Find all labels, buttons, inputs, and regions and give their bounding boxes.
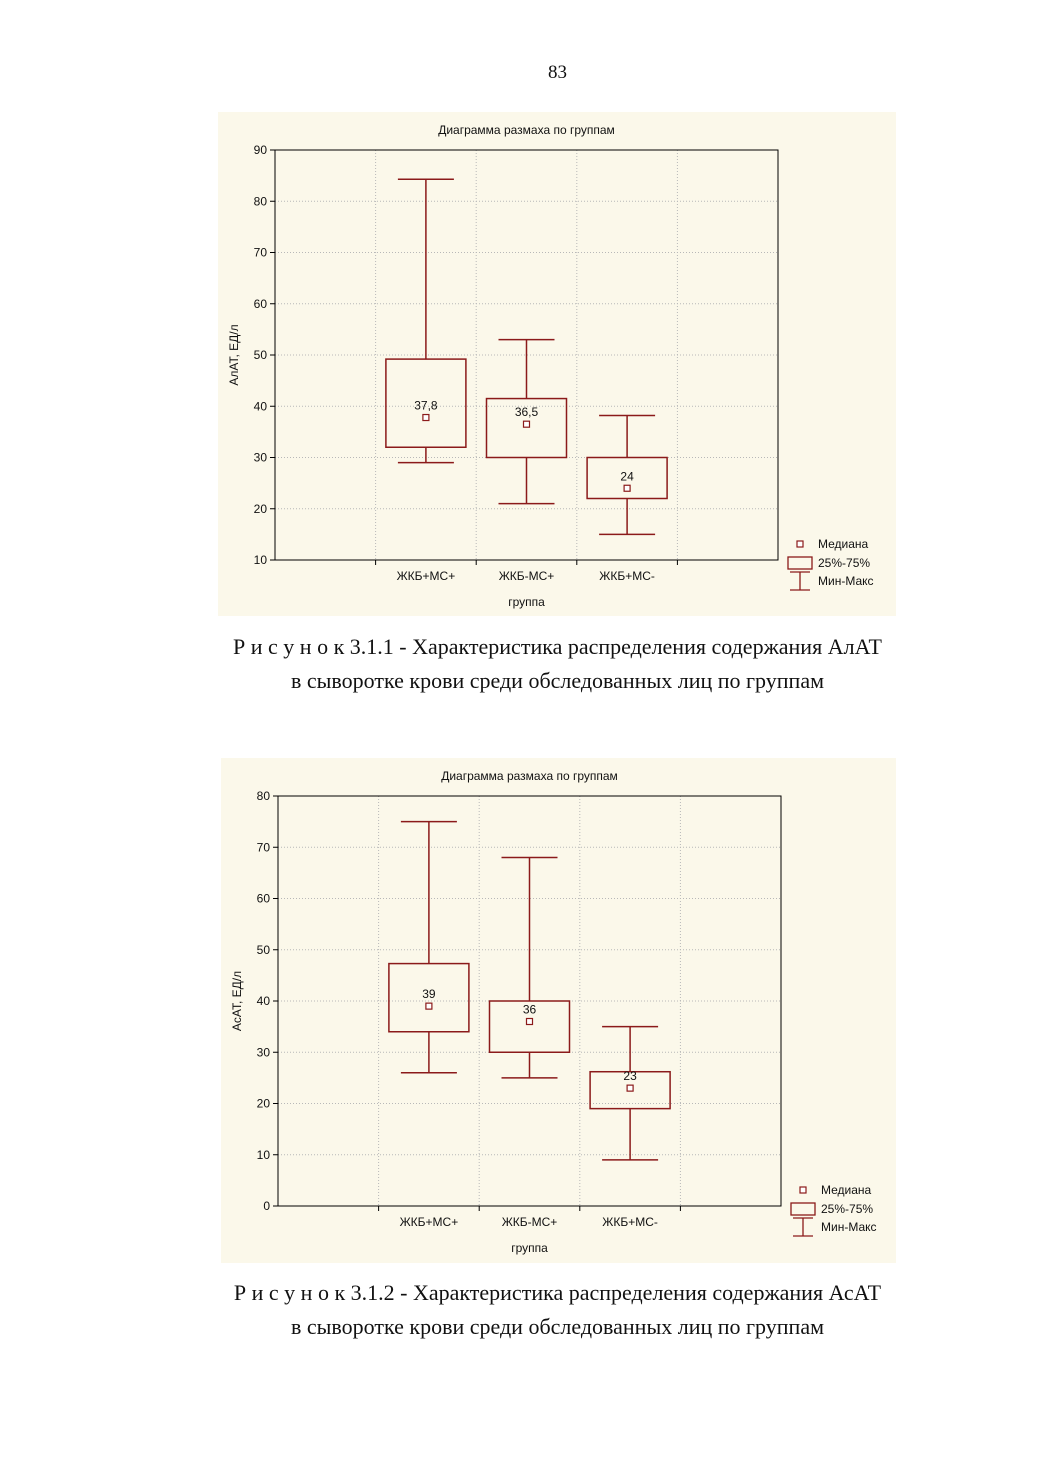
chart-2-legend-median-label: Медиана	[821, 1183, 872, 1197]
caption-2-line-1: Р и с у н о к 3.1.2 - Характеристика распределения содержания АсАТ	[233, 1280, 882, 1305]
caption-1-line-1: Р и с у н о к 3.1.1 - Характеристика распределения содержания АлАТ	[233, 634, 882, 659]
chart-1-legend-box-label: 25%-75%	[818, 556, 871, 570]
chart-2-y-tick-label: 20	[256, 1096, 270, 1111]
chart-2-legend-range-label: Мин-Макс	[821, 1220, 877, 1234]
chart-2-y-tick-label: 50	[256, 942, 270, 957]
chart-2-y-tick-label: 60	[256, 891, 270, 906]
chart-1-legend-median-label: Медиана	[818, 537, 869, 551]
chart-2-y-tick-label: 70	[256, 840, 270, 855]
chart-1-title: Диаграмма размаха по группам	[438, 123, 615, 137]
chart-2-median-marker	[627, 1085, 633, 1091]
chart-1-y-tick-label: 20	[253, 501, 267, 516]
figure-2-boxplot-asat	[221, 758, 896, 1263]
chart-2-y-tick-label: 0	[263, 1199, 270, 1213]
chart-1-median-label: 36,5	[514, 405, 539, 420]
chart-1-y-tick-label: 70	[253, 245, 267, 260]
chart-1-y-tick-label: 60	[253, 296, 267, 311]
chart-1-median-marker	[524, 421, 530, 427]
caption-2-line-2: в сыворотке крови среди обследованных лиц по группам	[290, 1314, 825, 1339]
chart-2-legend-median-icon	[800, 1187, 806, 1193]
chart-2-title: Диаграмма размаха по группам	[441, 769, 618, 783]
chart-2-svg	[221, 758, 896, 1263]
chart-2-legend-box-label: 25%-75%	[821, 1202, 874, 1216]
chart-2-x-axis-label: группа	[511, 1241, 548, 1255]
chart-2-category-label: ЖКБ-МС+	[501, 1215, 558, 1229]
chart-1-y-tick-label: 80	[253, 194, 267, 209]
chart-1-category-label: ЖКБ-МС+	[498, 569, 555, 583]
caption-1-line-2: в сыворотке крови среди обследованных лиц по группам	[290, 668, 825, 693]
chart-1-category-label: ЖКБ+МС+	[396, 569, 456, 583]
chart-1-category-label: ЖКБ+МС-	[599, 569, 655, 583]
chart-2-y-tick-label: 80	[256, 789, 270, 803]
chart-1-y-axis-label: АлАТ, ЕД/л	[227, 324, 241, 386]
chart-2-category-label: ЖКБ+МС+	[399, 1215, 459, 1229]
chart-2-legend-box-icon	[791, 1203, 815, 1215]
chart-1-y-tick-label: 10	[253, 553, 267, 567]
chart-1-x-axis-label: группа	[508, 595, 545, 609]
chart-1-median-label: 24	[620, 469, 634, 484]
page-number: 83	[548, 62, 567, 83]
chart-2-y-tick-label: 10	[256, 1147, 270, 1162]
chart-1-median-label: 37,8	[414, 398, 438, 413]
chart-2-median-marker	[426, 1003, 432, 1009]
figure-1-caption	[0, 630, 1040, 698]
chart-1-y-tick-label: 50	[253, 348, 267, 362]
chart-1-legend-range-label: Мин-Макс	[818, 574, 874, 588]
chart-2-category-label: ЖКБ+МС-	[602, 1215, 658, 1229]
chart-2-median-label: 23	[623, 1069, 637, 1084]
chart-2-median-label: 36	[522, 1002, 537, 1017]
chart-1-median-marker	[624, 485, 630, 491]
chart-2-y-axis-label: АсАТ, ЕД/л	[230, 970, 244, 1032]
chart-2-y-tick-label: 40	[256, 994, 270, 1008]
chart-1-legend-median-icon	[797, 541, 803, 547]
chart-1-y-tick-label: 90	[253, 143, 267, 157]
chart-1-y-tick-label: 40	[253, 399, 267, 414]
chart-1-y-tick-label: 30	[253, 450, 267, 465]
chart-2-median-label: 39	[422, 987, 436, 1002]
figure-2-caption	[0, 1276, 1040, 1344]
chart-2-y-tick-label: 30	[256, 1045, 270, 1060]
chart-2-median-marker	[527, 1019, 533, 1025]
chart-1-svg	[218, 112, 896, 616]
figure-1-boxplot-alat	[218, 112, 896, 616]
chart-1-legend-box-icon	[788, 557, 812, 569]
chart-1-median-marker	[423, 415, 429, 421]
